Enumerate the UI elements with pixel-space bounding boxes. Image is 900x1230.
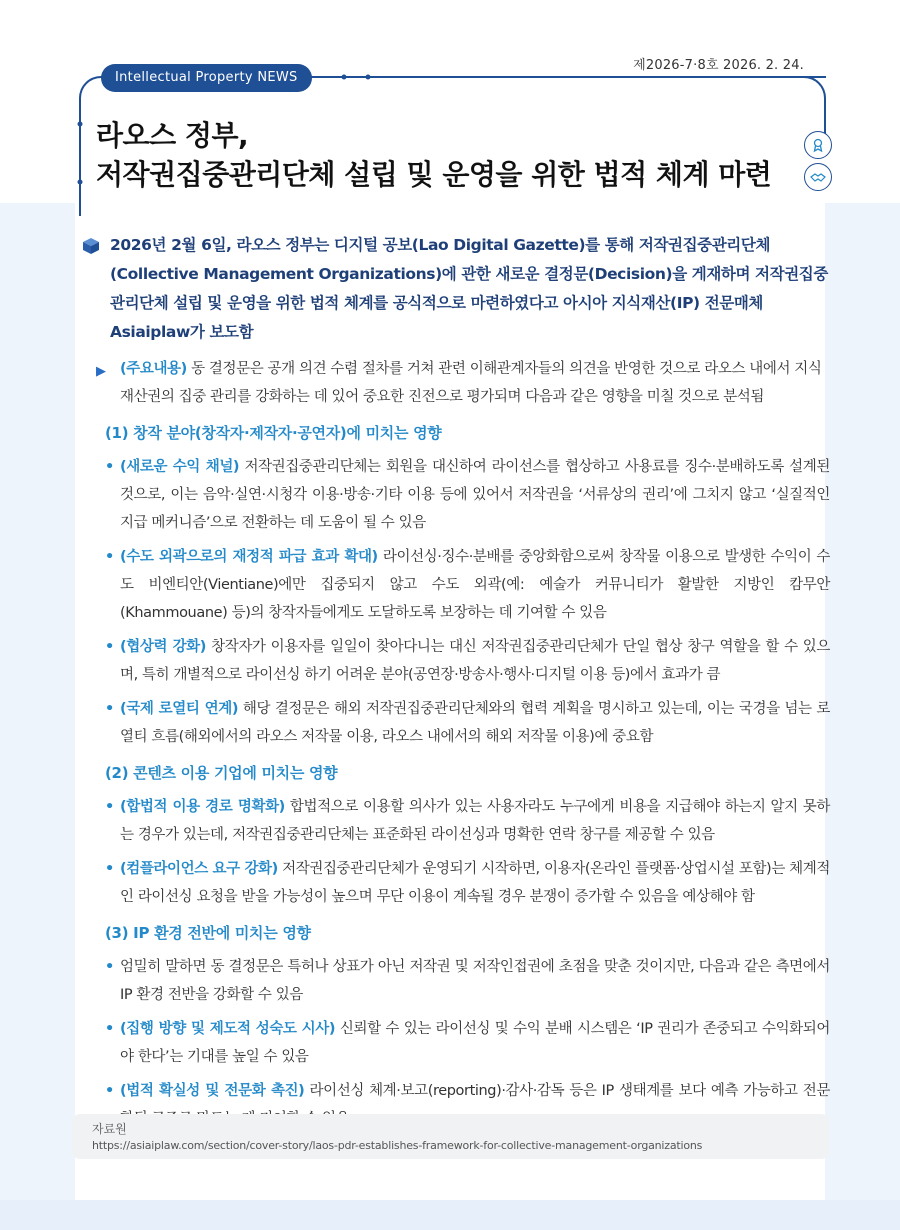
list-item — [80, 633, 830, 689]
summary-paragraph — [80, 355, 830, 411]
item-text: 라이선싱·징수·분배를 중앙화함으로써 창작물 이용으로 발생한 수익이 수도 비엔티안(Vientiane)에만 집중되지 않고 수도 외곽(예: 예술가 커뮤니티가 활발한 지방인 캄무안(Khammouane) 등)의 창작자들에게도 도달하도록 보장하는 데 기여할 수 있음 — [120, 549, 830, 621]
list-item — [80, 543, 830, 627]
award-icon — [804, 131, 832, 159]
item-text: 해당 결정문은 해외 저작권집중관리단체와의 협력 계획을 명시하고 있는데, 이는 국경을 넘는 로열티 흐름(해외에서의 라오스 저작물 이용, 라오스 내에서의 해외 저작물 이용)에 중요함 — [120, 701, 831, 745]
item-label: (집행 방향 및 제도적 성숙도 시사) — [120, 1021, 336, 1037]
handshake-icon — [804, 163, 832, 191]
bullet-dot: • — [105, 1021, 114, 1037]
header-frame-right — [796, 76, 826, 136]
bottom-strip — [0, 1200, 900, 1230]
summary-text: 동 결정문은 공개 의견 수렴 절차를 거쳐 관련 이해관계자들의 의견을 반영한 것으로 라오스 내에서 지식재산권의 집중 관리를 강화하는 데 있어 중요한 진전으로 평가되며 다음과 같은 영향을 미칠 것으로 분석됨 — [120, 361, 822, 405]
list-item — [80, 855, 830, 911]
item-label: (협상력 강화) — [120, 639, 207, 655]
section-heading-2: (2) 콘텐츠 이용 기업에 미치는 영향 — [105, 764, 338, 782]
section-heading-3: (3) IP 환경 전반에 미치는 영향 — [105, 924, 311, 942]
bullet-dot: • — [105, 1083, 114, 1099]
dots-decoration — [322, 73, 374, 81]
bullet-dot: • — [105, 701, 114, 717]
bullet-dot: • — [105, 799, 114, 815]
item-text: 신뢰할 수 있는 라이선싱 및 수익 분배 시스템은 ‘IP 권리가 존중되고 수익화되어야 한다’는 기대를 높일 수 있음 — [120, 1021, 830, 1065]
bullet-dot: • — [105, 861, 114, 877]
source-link[interactable]: https://asiaiplaw.com/section/cover-story/laos-pdr-establishes-framework-for-collective-management-organizations — [92, 1139, 703, 1152]
source-label: 자료원 — [92, 1122, 127, 1136]
item-label: (합법적 이용 경로 명확화) — [120, 799, 285, 815]
issue-info: 제2026-7·8호 2026. 2. 24. — [633, 58, 804, 73]
item-label: (국제 로열티 연계) — [120, 701, 239, 717]
title-line-1: 라오스 정부, — [96, 119, 249, 152]
article-body — [80, 231, 830, 1133]
section-heading-1: (1) 창작 분야(창작자·제작자·공연자)에 미치는 영향 — [105, 424, 442, 442]
lead-paragraph — [80, 231, 830, 347]
list-item — [80, 793, 830, 849]
bullet-dot: • — [105, 549, 114, 565]
source-box — [72, 1114, 829, 1159]
list-item — [80, 953, 830, 1009]
summary-label: (주요내용) — [120, 361, 187, 377]
item-text: 합법적으로 이용할 의사가 있는 사용자라도 누구에게 비용을 지급해야 하는지 알지 못하는 경우가 있는데, 저작권집중관리단체는 표준화된 라이선싱과 명확한 연락 창구를 제공할 수 있음 — [120, 799, 830, 843]
triangle-bullet-icon: ▶ — [96, 364, 106, 379]
item-text: 저작권집중관리단체는 회원을 대신하여 라이선스를 협상하고 사용료를 징수·분배하도록 설계된 것으로, 이는 음악·실연·시청각 이용·방송·기타 이용 등에 있어서 저작권을 ‘서류상의 권리’에 그치지 않고 ‘실질적인 지급 메커니즘’으로 전환하는 데 도움이 될 수 있음 — [120, 459, 830, 531]
bullet-dot: • — [105, 459, 114, 475]
title-line-2: 저작권집중관리단체 설립 및 운영을 위한 법적 체계 마련 — [96, 158, 772, 191]
item-text: 저작권집중관리단체가 운영되기 시작하면, 이용자(온라인 플랫폼·상업시설 포함)는 체계적인 라이선싱 요청을 받을 가능성이 높으며 무단 이용이 계속될 경우 분쟁이 증가할 수 있음을 예상해야 함 — [120, 861, 830, 905]
list-item — [80, 453, 830, 537]
cube-bullet-icon — [82, 237, 100, 255]
item-text: 엄밀히 말하면 동 결정문은 특허나 상표가 아닌 저작권 및 저작인접권에 초점을 맞춘 것이지만, 다음과 같은 측면에서 IP 환경 전반을 강화할 수 있음 — [120, 959, 830, 1003]
item-label: (새로운 수익 채널) — [120, 459, 240, 475]
lead-text: 2026년 2월 6일, 라오스 정부는 디지털 공보(Lao Digital Gazette)를 통해 저작권집중관리단체(Collective Management Organizations)에 관한 새로운 결정문(Decision)을 게재하며 저작권집중관리단체 설립 및 운영을 위한 법적 체계를 공식적으로 마련하였다고 아시아 지식재산(IP) 전문매체 Asiaiplaw가 보도함 — [110, 236, 828, 341]
side-dots-decoration — [76, 118, 84, 188]
bullet-dot: • — [105, 639, 114, 655]
item-text: 창작자가 이용자를 일일이 찾아다니는 대신 저작권집중관리단체가 단일 협상 창구 역할을 할 수 있으며, 특히 개별적으로 라이선싱 하기 어려운 분야(공연장·방송사·행사·디지털 이용 등)에서 효과가 큼 — [120, 639, 830, 683]
list-item — [80, 1015, 830, 1071]
item-label: (수도 외곽으로의 재정적 파급 효과 확대) — [120, 549, 378, 565]
bullet-dot: • — [105, 959, 114, 975]
page-title — [96, 116, 771, 194]
item-label: (법적 확실성 및 전문화 촉진) — [120, 1083, 305, 1099]
item-label: (컴플라이언스 요구 강화) — [120, 861, 278, 877]
item-text: 라이선싱 체계·보고(reporting)·감사·감독 등은 IP 생태계를 보다 예측 가능하고 전문 — [309, 1083, 830, 1099]
newsletter-badge: Intellectual Property NEWS — [101, 64, 312, 92]
list-item — [80, 695, 830, 751]
